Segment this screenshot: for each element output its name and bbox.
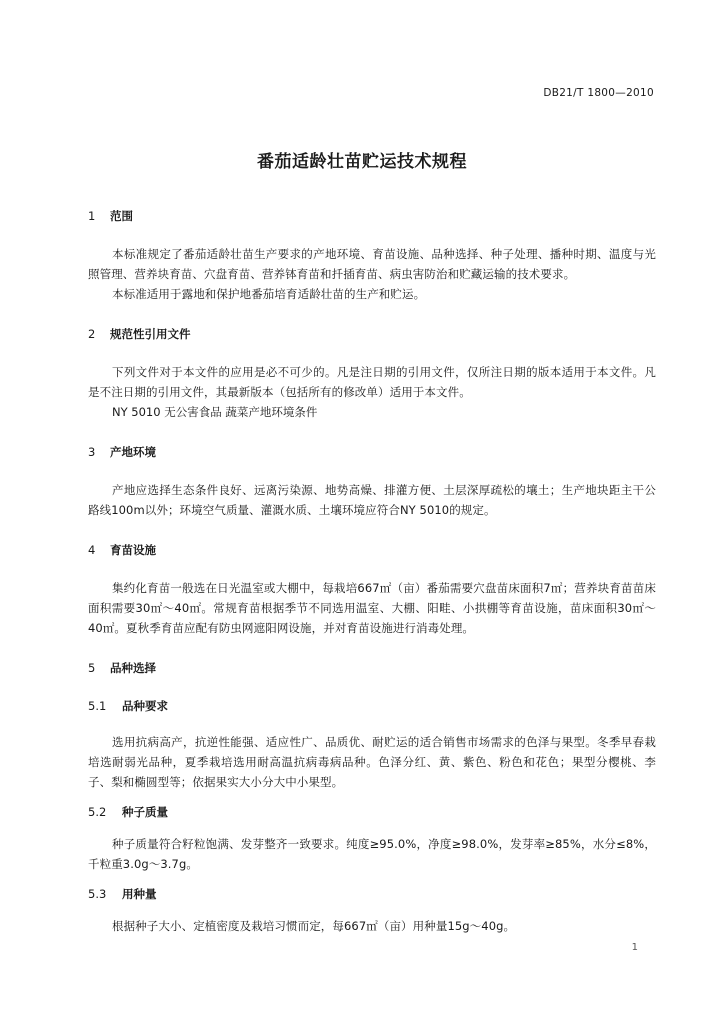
paragraph: 种子质量符合籽粒饱满、发芽整齐一致要求。纯度≥95.0%，净度≥98.0%，发芽率≥85%，水分≤8%，千粒重3.0g～3.7g。 — [88, 837, 656, 871]
subsection-heading — [88, 886, 656, 902]
section-number: 3 — [88, 445, 96, 459]
subsection-title: 用种量 — [122, 887, 157, 901]
paragraph: 下列文件对于本文件的应用是必不可少的。凡是注日期的引用文件，仅所注日期的版本适用于本文件。凡是不注日期的引用文件，其最新版本（包括所有的修改单）适用于本文件。 — [88, 365, 656, 399]
paragraph: 本标准规定了番茄适龄壮苗生产要求的产地环境、育苗设施、品种选择、种子处理、播种时期、温度与光照管理、营养块育苗、穴盘育苗、营养钵育苗和扦插育苗、病虫害防治和贮藏运输的技术要求。 — [88, 247, 656, 281]
page-number: 1 — [631, 942, 638, 953]
section-number: 2 — [88, 327, 96, 341]
section-title: 范围 — [110, 209, 134, 223]
paragraph: 根据种子大小、定植密度及栽培习惯而定，每667㎡（亩）用种量15g～40g。 — [112, 919, 516, 933]
section-heading-normative-references — [88, 326, 656, 342]
section-number: 5 — [88, 661, 96, 675]
subsection-heading — [88, 804, 656, 820]
subsection-number: 5.2 — [88, 805, 107, 819]
subsection-title: 品种要求 — [122, 699, 169, 713]
subsection-number: 5.1 — [88, 699, 107, 713]
standard-code: DB21/T 1800—2010 — [543, 87, 654, 99]
section-heading-variety-selection — [88, 660, 656, 676]
section-title: 规范性引用文件 — [110, 327, 191, 341]
document-title: 番茄适龄壮苗贮运技术规程 — [257, 152, 467, 172]
section-heading-scope — [88, 208, 656, 224]
section-heading-environment — [88, 444, 656, 460]
paragraph: 产地应选择生态条件良好、远离污染源、地势高燥、排灌方便、土层深厚疏松的壤土；生产地块距主干公路线100m以外；环境空气质量、灌溉水质、土壤环境应符合NY 5010的规定。 — [88, 483, 656, 517]
subsection-number: 5.3 — [88, 887, 107, 901]
section-heading-facilities — [88, 542, 656, 558]
subsection-title: 种子质量 — [122, 805, 169, 819]
section-title: 品种选择 — [110, 661, 157, 675]
paragraph: 集约化育苗一般选在日光温室或大棚中，每栽培667㎡（亩）番茄需要穴盘苗床面积7㎡；营养块育苗苗床面积需要30㎡～40㎡。常规育苗根据季节不同选用温室、大棚、阳畦、小拱棚等育苗设施，苗床面积30㎡～40㎡。夏秋季育苗应配有防虫网遮阳网设施，并对育苗设施进行消毒处理。 — [88, 581, 656, 635]
section-title: 育苗设施 — [110, 543, 157, 557]
reference-entry: NY 5010 无公害食品 蔬菜产地环境条件 — [112, 405, 318, 419]
section-number: 1 — [88, 209, 96, 223]
paragraph: 本标准适用于露地和保护地番茄培育适龄壮苗的生产和贮运。 — [112, 287, 426, 301]
paragraph: 选用抗病高产，抗逆性能强、适应性广、品质优、耐贮运的适合销售市场需求的色泽与果型。冬季早春栽培选耐弱光品种，夏季栽培选用耐高温抗病毒病品种。色泽分红、黄、紫色、粉色和花色；果型分樱桃、李子、梨和椭圆型等；依据果实大小分大中小果型。 — [88, 735, 656, 789]
section-number: 4 — [88, 543, 96, 557]
subsection-heading — [88, 698, 656, 714]
document-body — [88, 208, 656, 936]
section-title: 产地环境 — [110, 445, 157, 459]
